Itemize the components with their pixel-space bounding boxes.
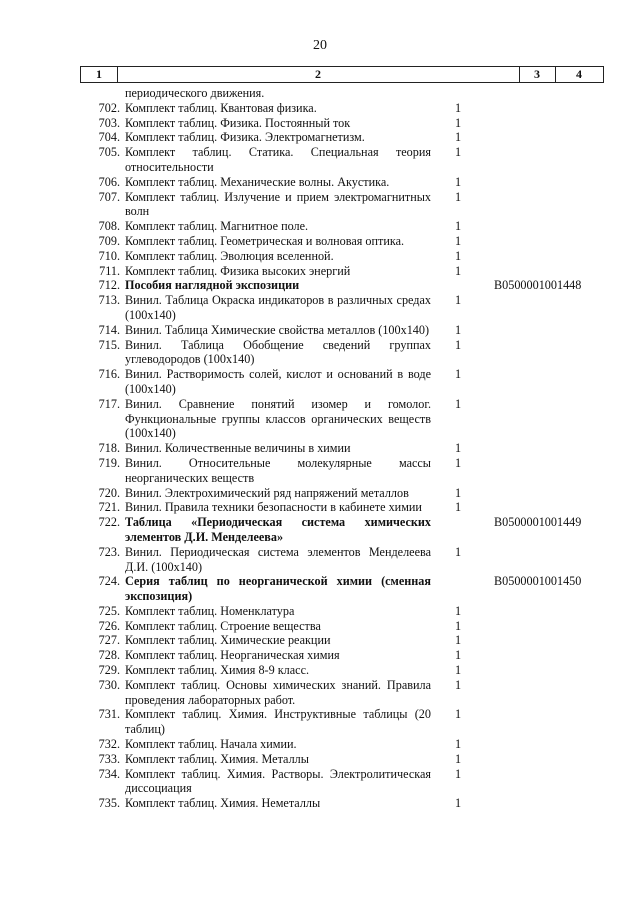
item-name: Комплект таблиц. Химические реакции [125, 633, 331, 648]
column-header-3: 3 [519, 67, 556, 82]
row-number: 714. [98, 322, 120, 337]
row-number: 709. [98, 233, 120, 248]
item-quantity: 1 [454, 663, 462, 678]
item-quantity: 1 [454, 396, 462, 411]
table-row [0, 249, 640, 264]
table-row [0, 145, 640, 175]
row-number: 705. [98, 145, 120, 160]
table-row [0, 604, 640, 619]
item-name: Комплект таблиц. Излучение и прием электромагнитных волн [125, 189, 431, 219]
table-row [0, 767, 640, 797]
column-header-1: 1 [81, 67, 118, 82]
row-number: 711. [99, 263, 120, 278]
table-row [0, 367, 640, 397]
item-name: Комплект таблиц. Химия. Инструктивные таблицы (20 таблиц) [125, 707, 431, 737]
row-number: 730. [98, 677, 120, 692]
row-number: 726. [98, 618, 120, 633]
item-quantity: 1 [454, 233, 462, 248]
row-number: 710. [98, 248, 120, 263]
table-row [0, 441, 640, 456]
item-quantity: 1 [454, 485, 462, 500]
item-quantity: 1 [454, 648, 462, 663]
table-row [0, 293, 640, 323]
item-name: Винил. Количественные величины в химии [125, 441, 351, 456]
section-title: Серия таблиц по неорганической химии (сменная экспозиция) [125, 574, 431, 604]
row-number: 713. [98, 293, 120, 308]
row-number: 731. [98, 707, 120, 722]
table-row [0, 796, 640, 811]
item-name: Комплект таблиц. Физика высоких энергий [125, 263, 351, 278]
item-name: Комплект таблиц. Неорганическая химия [125, 648, 340, 663]
inventory-code: B0500001001448 [494, 278, 582, 293]
table-row [0, 663, 640, 678]
table-row [0, 456, 640, 486]
item-quantity: 1 [454, 603, 462, 618]
item-quantity: 1 [454, 766, 462, 781]
column-header-2: 2 [117, 67, 520, 82]
table-row [0, 752, 640, 767]
item-name: Комплект таблиц. Геометрическая и волновая оптика. [125, 233, 405, 248]
item-name: Винил. Периодическая система элементов Менделеева Д.И. (100x140) [125, 544, 431, 574]
table-row [0, 116, 640, 131]
item-name: Винил. Электрохимический ряд напряжений металлов [125, 485, 409, 500]
item-name: Комплект таблиц. Статика. Специальная теория относительности [125, 145, 431, 174]
table-row [0, 545, 640, 575]
item-name: Комплект таблиц. Начала химии. [125, 737, 297, 752]
item-name: Винил. Относительные молекулярные массы неорганических веществ [125, 455, 431, 485]
row-number: 720. [98, 485, 120, 500]
row-number: 702. [98, 100, 120, 115]
table-row [0, 486, 640, 501]
item-name: Комплект таблиц. Химия. Растворы. Электролитическая диссоциация [125, 766, 431, 796]
table-row [0, 219, 640, 234]
row-number: 719. [98, 455, 120, 470]
item-quantity: 1 [454, 130, 462, 145]
item-quantity: 1 [454, 322, 462, 337]
table-row [0, 707, 640, 737]
item-quantity: 1 [454, 751, 462, 766]
section-title: Пособия наглядной экспозиции [125, 278, 300, 293]
item-quantity: 1 [454, 544, 462, 559]
table-row [0, 234, 640, 249]
row-number: 718. [98, 441, 120, 456]
item-name: Комплект таблиц. Физика. Постоянный ток [125, 115, 351, 130]
table-header [80, 66, 604, 83]
row-number: 728. [98, 648, 120, 663]
table-row [0, 190, 640, 220]
row-number: 723. [98, 544, 120, 559]
item-quantity: 1 [454, 441, 462, 456]
table-row [0, 175, 640, 190]
row-number: 704. [98, 130, 120, 145]
row-number: 722. [98, 515, 120, 530]
item-quantity: 1 [454, 796, 462, 811]
item-quantity: 1 [454, 455, 462, 470]
item-name: Комплект таблиц. Номенклатура [125, 603, 295, 618]
item-quantity: 1 [454, 174, 462, 189]
item-quantity: 1 [454, 189, 462, 204]
row-number: 727. [98, 633, 120, 648]
table-row [0, 500, 640, 515]
row-number: 716. [98, 367, 120, 382]
table-row [0, 678, 640, 708]
table-row [0, 737, 640, 752]
row-number: 708. [98, 219, 120, 234]
item-name: Комплект таблиц. Основы химических знаний. Правила проведения лабораторных работ. [125, 677, 431, 707]
row-number: 735. [98, 796, 120, 811]
item-name: Комплект таблиц. Квантовая физика. [125, 100, 317, 115]
item-quantity: 1 [454, 263, 462, 278]
item-name: Винил. Растворимость солей, кислот и оснований в воде (100x140) [125, 367, 431, 396]
table-row [0, 323, 640, 338]
table-row [0, 264, 640, 279]
table-body [0, 86, 640, 811]
row-number: 712. [98, 278, 120, 293]
row-number: 715. [98, 337, 120, 352]
table-row [0, 278, 640, 293]
item-quantity: 1 [454, 219, 462, 234]
item-name: Комплект таблиц. Химия 8-9 класс. [125, 663, 310, 678]
item-quantity: 1 [454, 115, 462, 130]
item-quantity: 1 [454, 337, 462, 352]
item-quantity: 1 [454, 737, 462, 752]
table-row [0, 515, 640, 545]
row-number: 717. [98, 396, 120, 411]
table-row [0, 619, 640, 634]
item-quantity: 1 [454, 293, 462, 308]
item-name: Комплект таблиц. Строение вещества [125, 618, 321, 633]
row-number: 734. [98, 766, 120, 781]
item-name: Комплект таблиц. Химия. Металлы [125, 751, 309, 766]
table-row [0, 397, 640, 441]
table-row [0, 130, 640, 145]
row-number: 703. [98, 115, 120, 130]
table-row [0, 101, 640, 116]
item-name: Комплект таблиц. Магнитное поле. [125, 219, 309, 234]
table-row [0, 574, 640, 604]
item-name: Комплект таблиц. Механические волны. Акустика. [125, 174, 390, 189]
item-name: Винил. Таблица Химические свойства металлов (100x140) [125, 322, 430, 337]
item-quantity: 1 [454, 367, 462, 382]
item-quantity: 1 [454, 707, 462, 722]
item-name: Винил. Сравнение понятий изомер и гомолог. Функциональные группы классов органических веществ (100x140) [125, 396, 431, 441]
row-number: 707. [98, 189, 120, 204]
page-number: 20 [313, 38, 327, 53]
inventory-code: B0500001001450 [494, 574, 582, 589]
item-quantity: 1 [454, 500, 462, 515]
row-number: 732. [98, 737, 120, 752]
row-number: 725. [98, 603, 120, 618]
table-row [0, 338, 640, 368]
item-quantity: 1 [454, 633, 462, 648]
item-name: Винил. Таблица Окраска индикаторов в различных средах (100x140) [125, 293, 431, 322]
row-number: 721. [98, 500, 120, 515]
item-name: Комплект таблиц. Химия. Неметаллы [125, 796, 321, 811]
row-number: 724. [98, 574, 120, 589]
item-quantity: 1 [454, 100, 462, 115]
item-quantity: 1 [454, 145, 462, 160]
row-number: 706. [98, 174, 120, 189]
row-number: 733. [98, 751, 120, 766]
item-quantity: 1 [454, 677, 462, 692]
section-title: Таблица «Периодическая система химических элементов Д.И. Менделеева» [125, 515, 431, 544]
table-row [0, 86, 640, 101]
item-quantity: 1 [454, 248, 462, 263]
inventory-code: B0500001001449 [494, 515, 582, 530]
item-name: Винил. Таблица Обобщение сведений группах углеводородов (100x140) [125, 337, 431, 367]
item-name: Комплект таблиц. Эволюция вселенной. [125, 248, 334, 263]
column-header-4: 4 [576, 67, 582, 81]
table-row [0, 648, 640, 663]
item-name: периодического движения. [125, 86, 265, 100]
row-number: 729. [98, 663, 120, 678]
item-quantity: 1 [454, 618, 462, 633]
item-name: Винил. Правила техники безопасности в кабинете химии [125, 500, 422, 515]
table-row [0, 633, 640, 648]
item-name: Комплект таблиц. Физика. Электромагнетизм. [125, 130, 365, 145]
